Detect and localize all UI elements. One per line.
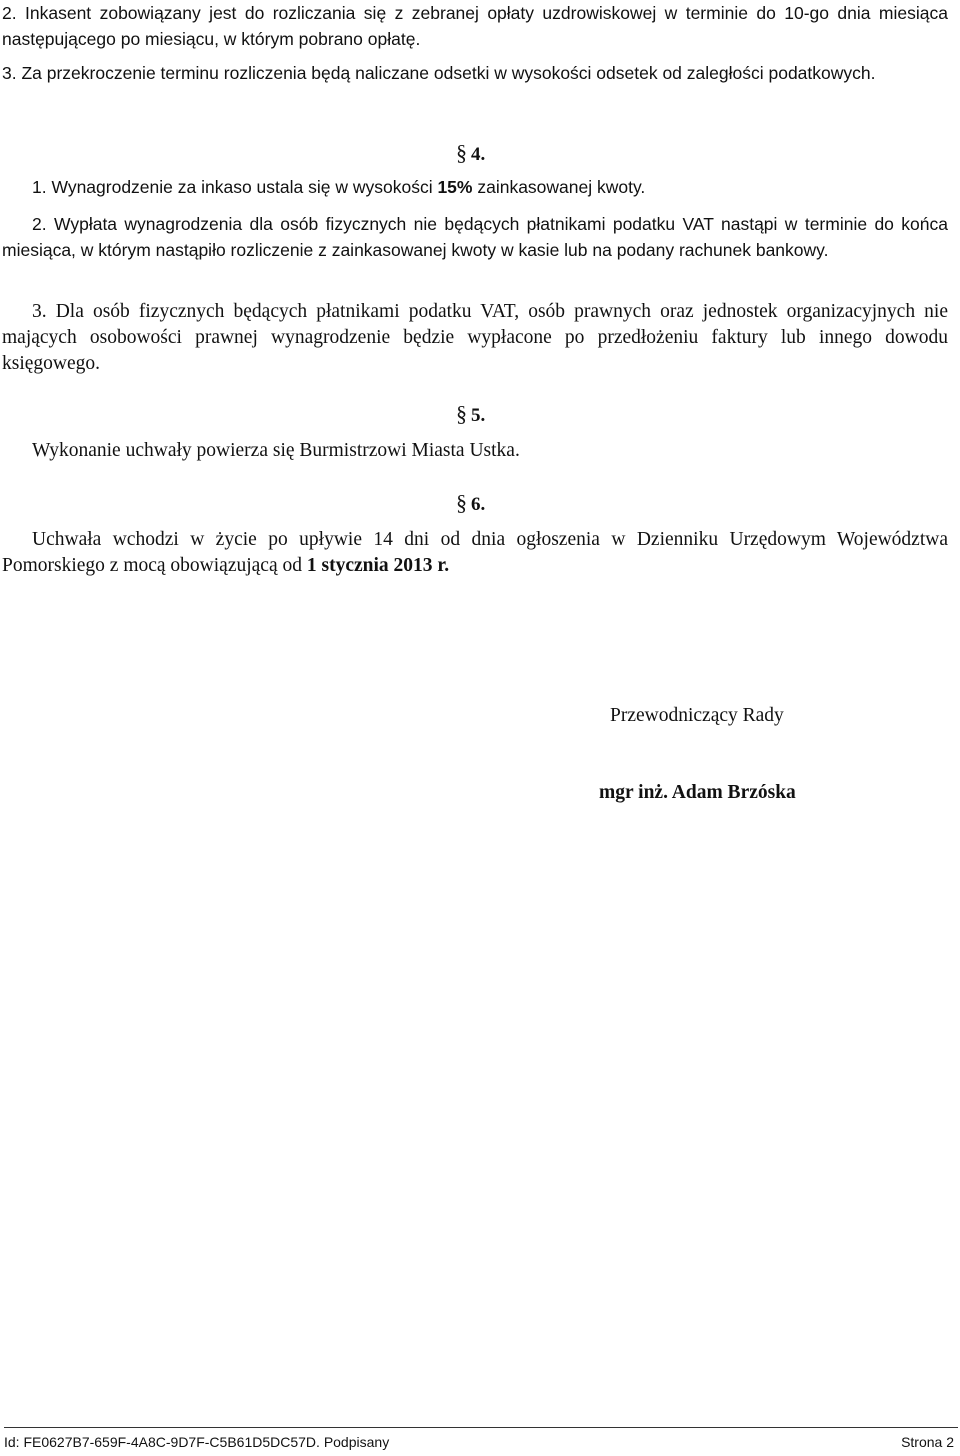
paragraph-text: 2. Inkasent zobowiązany jest do rozliczania się z zebranej opłaty uzdrowiskowej w terminie do 10-go dnia miesiąca następującego po miesiącu, w którym pobrano opłatę. bbox=[2, 3, 948, 49]
section-heading-4 bbox=[456, 140, 485, 166]
signature-role: Przewodniczący Rady bbox=[610, 705, 784, 726]
footer-document-id: Id: FE0627B7-659F-4A8C-9D7F-C5B61D5DC57D. Podpisany bbox=[4, 1434, 390, 1450]
signature-name: mgr inż. Adam Brzóska bbox=[599, 782, 796, 803]
paragraph-bold-text: 15% bbox=[437, 177, 473, 197]
paragraph-4-1 bbox=[2, 174, 948, 200]
paragraph-text: 3. Za przekroczenie terminu rozliczenia będą naliczane odsetki w wysokości odsetek od zaległości podatkowych. bbox=[2, 63, 876, 83]
paragraph-text: 1. Wynagrodzenie za inkaso ustala się w wysokości bbox=[32, 177, 438, 197]
paragraph-text: Wykonanie uchwały powierza się Burmistrzowi Miasta Ustka. bbox=[32, 440, 520, 461]
section-heading-6 bbox=[456, 490, 485, 516]
paragraph-text: Uchwała wchodzi w życie po upływie 14 dni od dnia ogłoszenia w Dzienniku Urzędowym Województwa Pomorskiego z mocą obowiązującą od bbox=[2, 529, 948, 576]
section-number: 4. bbox=[471, 144, 486, 165]
paragraph-4-2 bbox=[2, 211, 948, 263]
paragraph-3-2 bbox=[2, 0, 948, 52]
paragraph-5 bbox=[2, 438, 948, 464]
section-heading-5 bbox=[456, 401, 485, 427]
section-number: 5. bbox=[471, 405, 486, 426]
section-sign: § bbox=[456, 490, 467, 515]
section-number: 6. bbox=[471, 494, 486, 515]
paragraph-text: 3. Dla osób fizycznych będących płatnikami podatku VAT, osób prawnych oraz jednostek organizacyjnych nie mających osobowości prawnej wynagrodzenie będzie wypłacone po przedłożeniu faktury lub innego dowodu księgowego. bbox=[2, 301, 948, 374]
paragraph-text: 2. Wypłata wynagrodzenia dla osób fizycznych nie będących płatnikami podatku VAT nastąpi w terminie do końca miesiąca, w którym nastąpiło rozliczenie z zainkasowanej kwoty w kasie lub na podany rachunek bankowy. bbox=[2, 214, 948, 260]
paragraph-3-3 bbox=[2, 60, 948, 86]
section-sign: § bbox=[456, 140, 467, 165]
footer-divider bbox=[4, 1427, 958, 1428]
paragraph-4-3 bbox=[2, 299, 948, 377]
footer-page-number: Strona 2 bbox=[901, 1434, 954, 1450]
paragraph-text: zainkasowanej kwoty. bbox=[472, 177, 646, 197]
section-sign: § bbox=[456, 401, 467, 426]
paragraph-bold-text: 1 stycznia 2013 r. bbox=[306, 555, 450, 576]
paragraph-6 bbox=[2, 527, 948, 579]
